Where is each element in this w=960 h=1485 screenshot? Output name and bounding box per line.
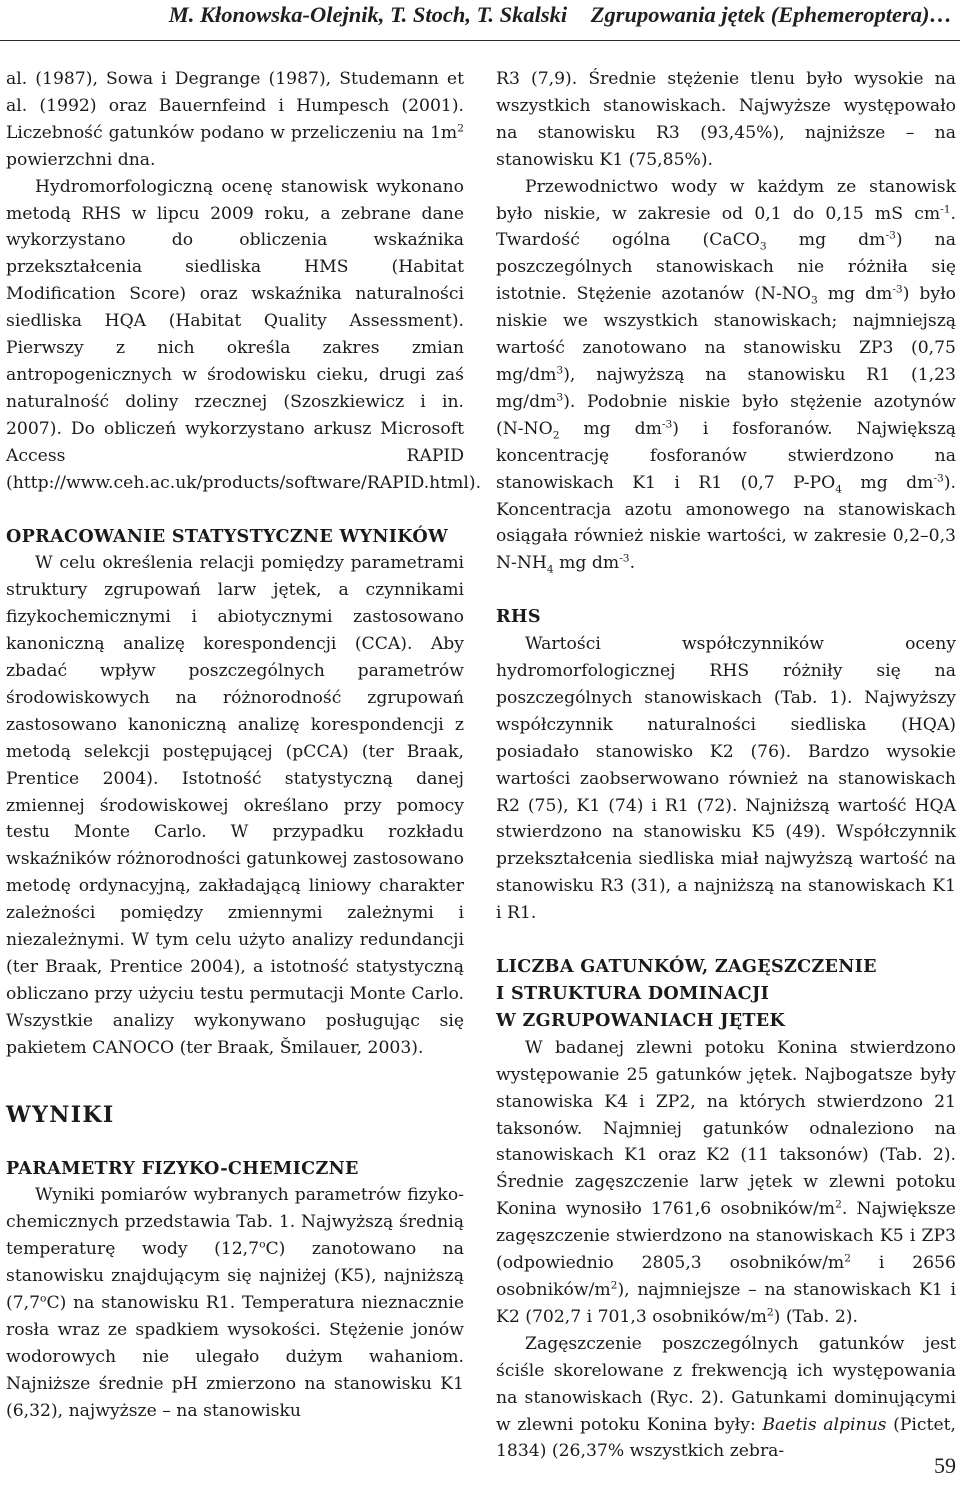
header-authors: M. Kłonowska-Olejnik, T. Stoch, T. Skalski bbox=[168, 2, 568, 27]
heading-statistics: OPRACOWANIE STATYSTYCZNE WYNIKÓW bbox=[6, 525, 449, 547]
paragraph-physico-chemical: Wyniki pomiarów wybranych parametrów fizyko-chemicznych przedstawia Tab. 1. Najwyższą średnią temperaturę wody (12,7$^o$C) zanotowano na stanowisku znajdującym się najniżej (K5), najniższą (7,7$^o$C) na stanowisku R1. Temperatura nieznacznie rosła wraz ze spadkiem wysokości. Stężenie jonów wodorowych nie ulegało dużym wahaniom. Najniższe średnie pH zmierzono na stanowisku K1 (6,32), najwyższe – na stanowisku bbox=[6, 1185, 464, 1421]
left-column bbox=[6, 66, 482, 1425]
heading-species-count-line1: LICZBA GATUNKÓW, ZAGĘSZCZENIE bbox=[496, 956, 877, 978]
paragraph-rhs-method: Hydromorfologiczną ocenę stanowisk wykonano metodą RHS w lipcu 2009 roku, a zebrane dane wykorzystano do obliczenia wskaźnika przekształcenia siedliska HMS (Habitat Modification Score) oraz wskaźnika naturalności siedliska HQA (Habitat Quality Assessment). Pierwszy z nich określa zakres zmian antropogenicznych w środowisku cieku, drugi zaś naturalność doliny rzecznej (Szoszkiewicz i in. 2007). Do obliczeń wykorzystano arkusz Microsoft Access RAPID (http://www.ceh.ac.uk/products/software/RAPID.html). bbox=[6, 176, 482, 493]
paragraph-species-count: W badanej zlewni potoku Konina stwierdzono występowanie 25 gatunków jętek. Najbogatsze były stanowiska K4 i ZP2, na których stwierdzono 21 taksonów. Najmniej gatunków odnaleziono na stanowiskach K1 oraz K2 (11 taksonów) (Tab. 2). Średnie zagęszczenie larw jętek w zlewni potoku Konina wynosiło 1761,6 osobników/$m^2$. Największe zagęszczenie stwierdzono na stanowiskach K5 i ZP3 (odpowiednio 2805,3 osobników/$m^2$ i 2656 osobników/$m^2$), najmniejsze – na stanowiskach K1 i K2 (702,7 i 701,3 osobników/$m^2$) (Tab. 2). bbox=[496, 1037, 956, 1327]
header-title: Zgrupowania jętek (Ephemeroptera)… bbox=[590, 2, 952, 27]
paragraph-rhs: Wartości współczynników oceny hydromorfologicznej RHS różniły się na poszczególnych stanowiskach (Tab. 1). Najwyższy współczynnik naturalności siedliska (HQA) posiadało stanowisko K2 (76). Bardzo wysokie wartości zaobserwowano również na stanowiskach R2 (75), K1 (74) i R1 (72). Najniższą wartość HQA stwierdzono na stanowisku K5 (49). Współczynnik przekształcenia siedliska miał najwyższą wartość na stanowisku R3 (31), a najniższą na stanowiskach K1 i R1. bbox=[496, 634, 956, 924]
heading-physico-chemical: PARAMETRY FIZYKO-CHEMICZNE bbox=[6, 1157, 359, 1179]
paragraph-oxygen: R3 (7,9). Średnie stężenie tlenu było wysokie na wszystkich stanowiskach. Najwyższe występowało na stanowisku R3 (93,45%), najniższe – na stanowisku K1 (75,85%). bbox=[496, 69, 956, 170]
paragraph-conductivity: Przewodnictwo wody w każdym ze stanowisk było niskie, w zakresie od 0,1 do 0,15 mS $cm^{-1}$. Twardość ogólna (CaCO$_3$ mg $dm^{-3}$) na poszczególnych stanowiskach nie różniła się istotnie. Stężenie azotanów ($N-NO_3$ mg $dm^{-3}$) było niskie we wszystkich stanowiskach; najmniejszą wartość zanotowano na stanowisku ZP3 (0,75 $mg/dm^3$), najwyższą na stanowisku R1 (1,23 $mg/dm^3$). Podobnie niskie było stężenie azotynów ($N-NO_2$ mg $dm^{-3}$) i fosforanów. Największą koncentrację fosforanów stwierdzono na stanowiskach K1 i R1 (0,7 $P-PO_4$ mg $dm^{-3}$). Koncentracja azotu amonowego na stanowiskach osiągała również niskie wartości, w zakresie 0,2–0,3 $N-NH_4$ mg $dm^{-3}$. bbox=[496, 176, 957, 576]
running-header bbox=[169, 2, 952, 28]
paragraph-dominance: Zagęszczenie poszczególnych gatunków jest ściśle skorelowane z frekwencją ich występowania na stanowiskach (Ryc. 2). Gatunkami dominującymi w zlewni potoku Konina były: Baetis alpinus (Pictet, 1834) (26,37% wszystkich zebra- bbox=[496, 1333, 956, 1462]
heading-results: WYNIKI bbox=[6, 1101, 115, 1128]
paragraph-statistics: W celu określenia relacji pomiędzy parametrami struktury zgrupowań larw jętek, a czynnikami fizykochemicznymi i abiotycznymi zastosowano kanoniczną analizę korespondencji (CCA). Aby zbadać wpływ poszczególnych parametrów środowiskowych na różnorodność zgrupowań zastosowano kanoniczną analizę korespondencji z metodą selekcji postępującej (pCCA) (ter Braak, Prentice 2004). Istotność statystyczną danej zmiennej środowiskowej określano przy pomocy testu Monte Carlo. W przypadku rozkładu wskaźników różnorodności gatunkowej zastosowano metodę ordynacyjną, zakładającą liniowy charakter zależności pomiędzy zmiennymi zależnymi i niezależnymi. W tym celu użyto analizy redundancji (ter Braak, Prentice 2004), a istotność statystyczną obliczano przy użyciu testu permutacji Monte Carlo. Wszystkie analizy wykonywano posługując się pakietem CANOCO (ter Braak, Šmilauer, 2003). bbox=[6, 553, 464, 1058]
heading-rhs: RHS bbox=[496, 606, 541, 628]
header-rule bbox=[0, 40, 960, 41]
right-column bbox=[496, 66, 956, 1465]
heading-species-count-line2: I STRUKTURA DOMINACJI bbox=[496, 983, 770, 1004]
page-number: 59 bbox=[934, 1453, 956, 1478]
heading-species-count-line3: W ZGRUPOWANIACH JĘTEK bbox=[496, 1009, 786, 1031]
paragraph-methods-end: al. (1987), Sowa i Degrange (1987), Studemann et al. (1992) oraz Bauernfeind i Humpesch (2001). Liczebność gatunków podano w przeliczeniu na $1m^2$ powierzchni dna. bbox=[6, 69, 464, 170]
